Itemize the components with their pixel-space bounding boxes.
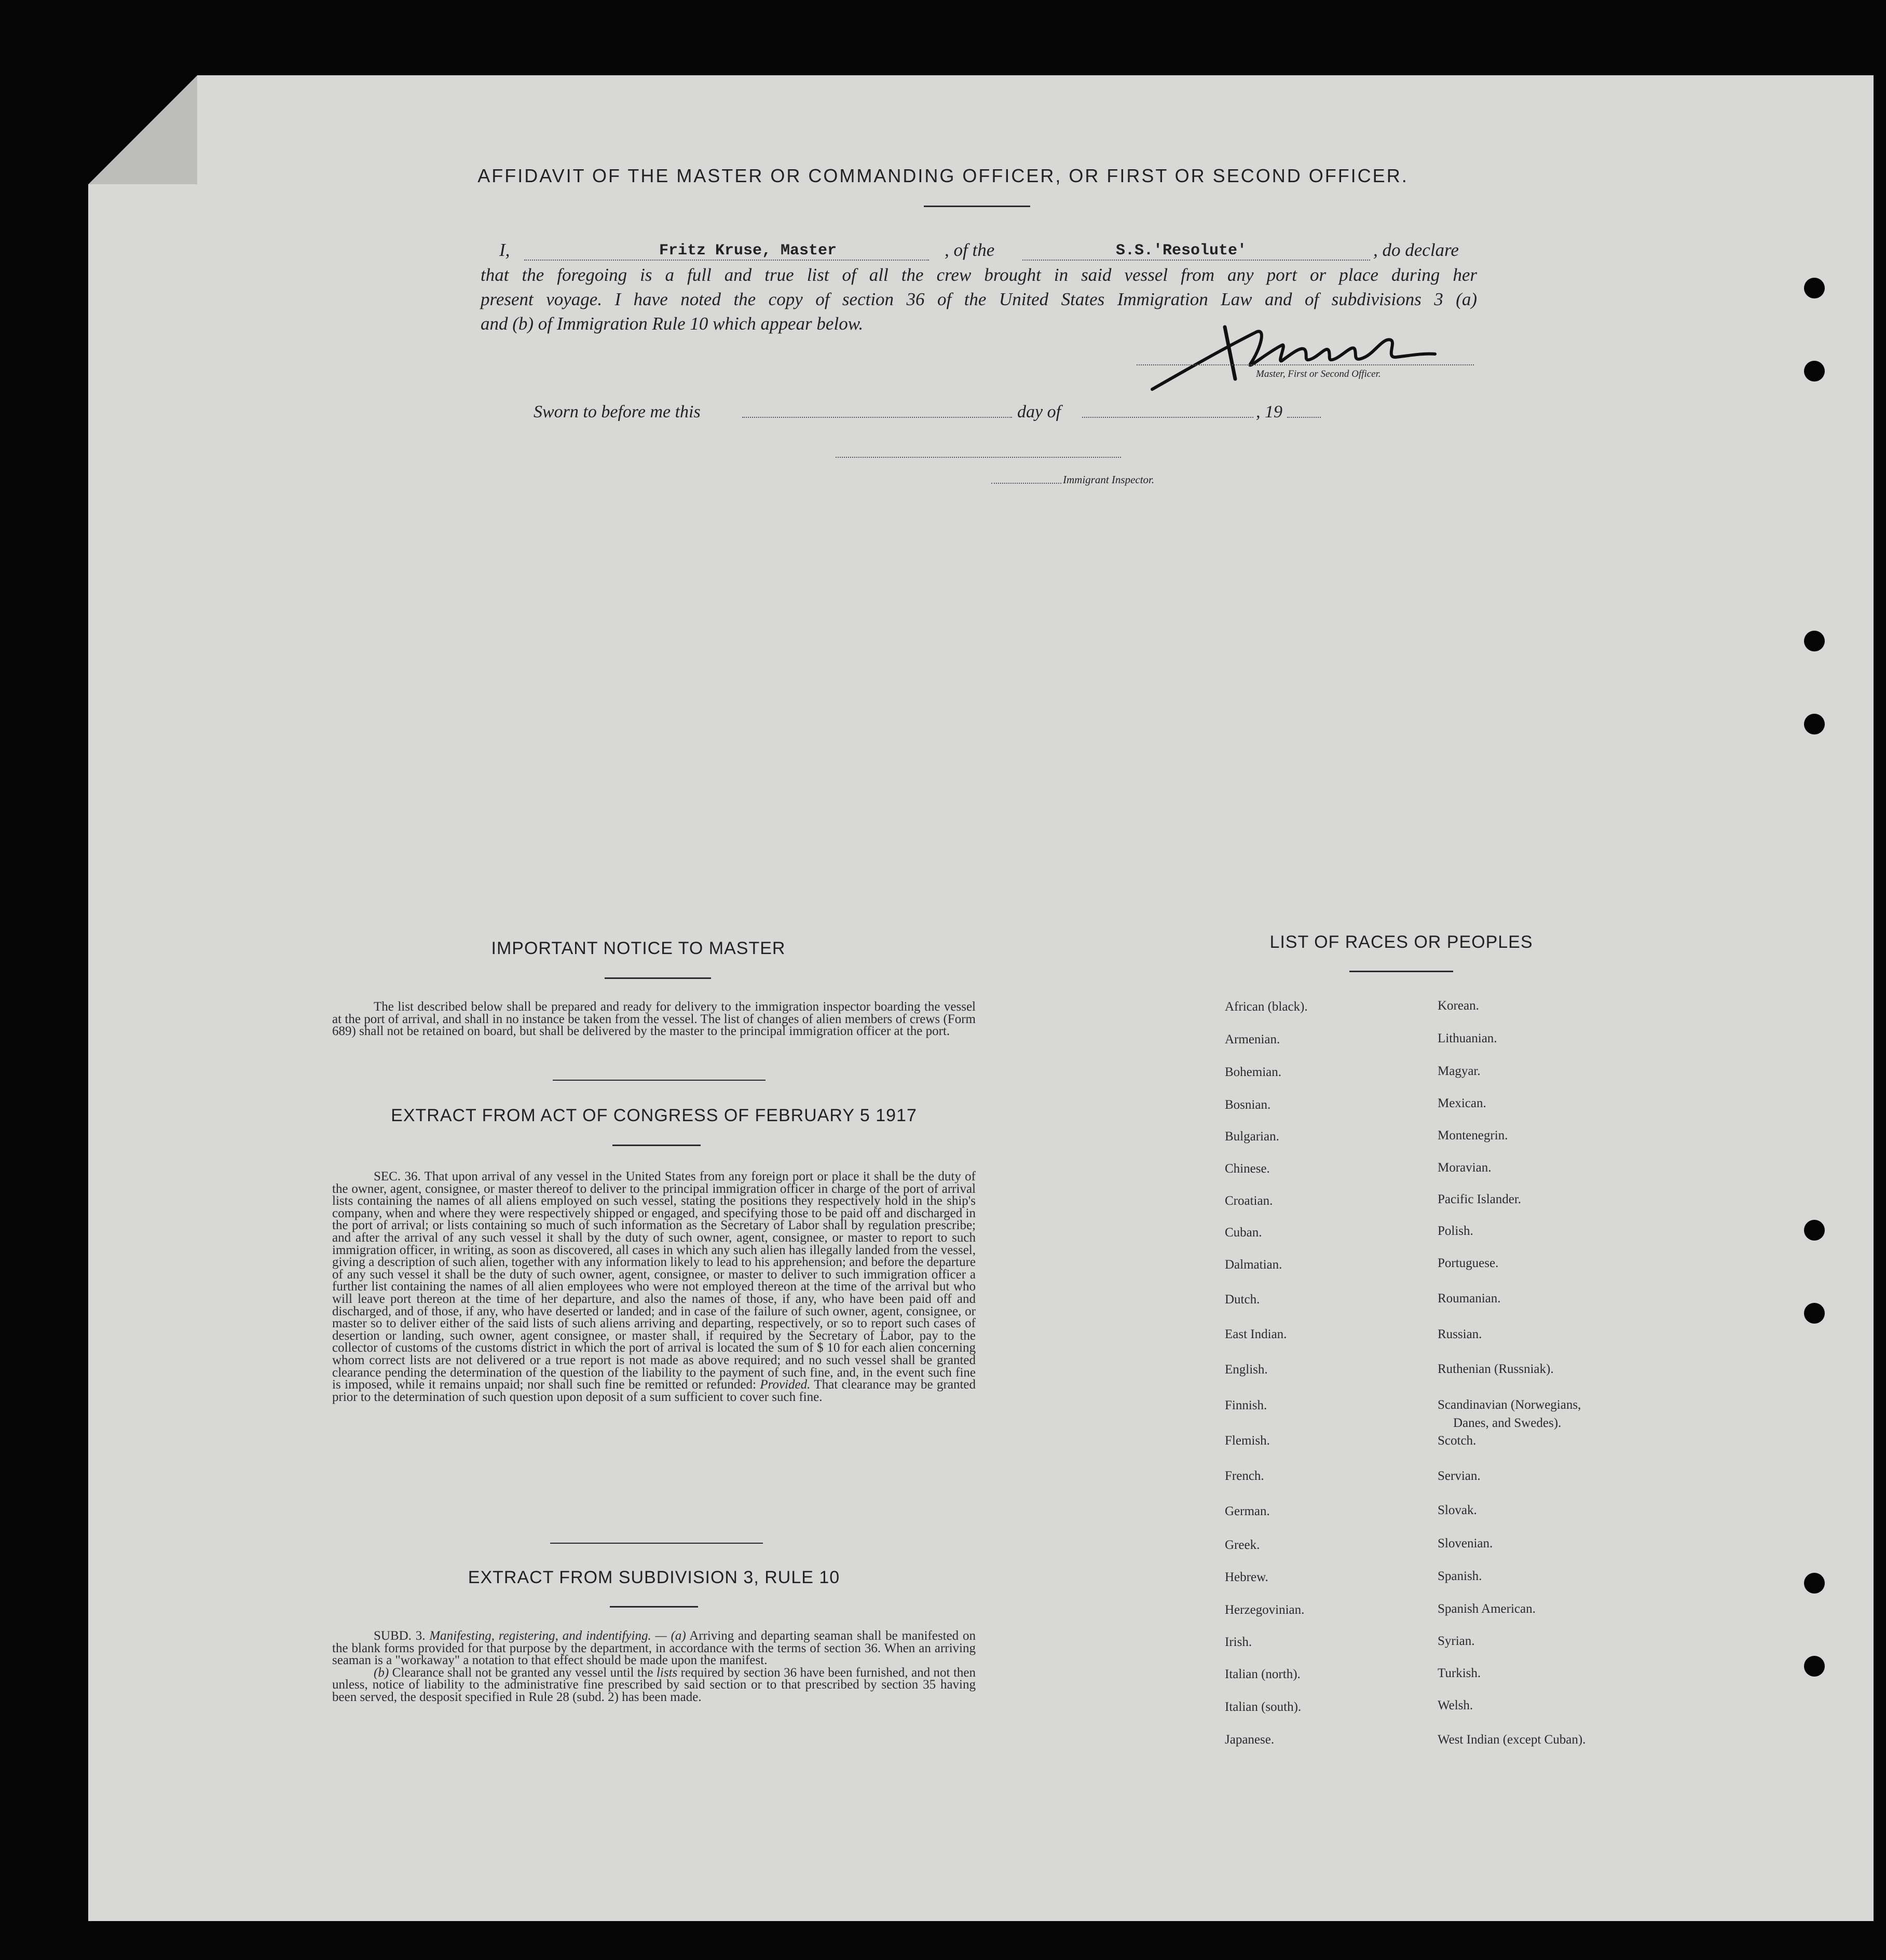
races-title-underline <box>1349 971 1453 972</box>
race-item: Greek. <box>1225 1538 1260 1552</box>
race-item: Bulgarian. <box>1225 1129 1279 1144</box>
sworn-day-line <box>742 417 1012 418</box>
rule-extract-underline <box>610 1606 698 1608</box>
race-item: Finnish. <box>1225 1398 1267 1412</box>
act-extract-paragraph-end: That clearance may be granted prior to the determination of such question upon deposit of a sum sufficient to cover such fine. <box>332 1378 976 1404</box>
race-item: Chinese. <box>1225 1162 1270 1176</box>
race-item: West Indian (except Cuban). <box>1438 1733 1586 1747</box>
race-item: Portuguese. <box>1438 1256 1499 1270</box>
race-item: Bohemian. <box>1225 1065 1282 1079</box>
notice-title: IMPORTANT NOTICE TO MASTER <box>491 938 786 958</box>
race-item: Moravian. <box>1438 1161 1492 1175</box>
race-item: Korean. <box>1438 999 1479 1013</box>
punch-hole-icon <box>1804 1303 1825 1324</box>
act-extract-text <box>332 1170 976 1403</box>
subd-paragraph-a: Arriving and departing seaman shall be manifested on the blank forms provided for that purpose by the department, in accordance with the terms of section 36. When an arriving seaman is a "workaway" a notation to that effect should be made upon the manifest. <box>332 1629 976 1668</box>
race-item: Servian. <box>1438 1469 1481 1483</box>
act-extract-underline <box>612 1145 701 1146</box>
race-item: German. <box>1225 1504 1270 1518</box>
race-item: English. <box>1225 1363 1268 1377</box>
punch-hole-icon <box>1804 714 1825 734</box>
act-extract-divider <box>550 1543 763 1544</box>
act-extract-title: EXTRACT FROM ACT OF CONGRESS OF FEBRUARY 5 1917 <box>391 1106 917 1125</box>
race-item: Spanish American. <box>1438 1602 1536 1616</box>
race-item: Flemish. <box>1225 1434 1270 1448</box>
provided-word: Provided. <box>760 1378 811 1392</box>
race-item: Hebrew. <box>1225 1570 1268 1584</box>
notice-title-underline <box>605 977 711 979</box>
race-item: Roumanian. <box>1438 1291 1501 1305</box>
race-item: Bosnian. <box>1225 1098 1271 1112</box>
sworn-label: Sworn to before me this <box>534 402 701 421</box>
punch-hole-icon <box>1804 1573 1825 1594</box>
race-item: Herzegovinian. <box>1225 1603 1305 1617</box>
master-name-field: Fritz Kruse, Master <box>659 242 837 260</box>
vessel-name-line <box>1022 260 1370 261</box>
signature-caption: Master, First or Second Officer. <box>1256 369 1381 379</box>
races-title: LIST OF RACES OR PEOPLES <box>1269 932 1533 952</box>
race-item: Polish. <box>1438 1224 1473 1238</box>
race-item: Lithuanian. <box>1438 1031 1497 1045</box>
year-line <box>1287 417 1321 418</box>
race-item: Russian. <box>1438 1327 1482 1341</box>
race-item: French. <box>1225 1469 1264 1483</box>
declaration-line: and (b) of Immigration Rule 10 which appear below. <box>481 314 864 334</box>
race-item: Magyar. <box>1438 1064 1481 1078</box>
lists-word: lists <box>656 1665 678 1680</box>
race-item: Scotch. <box>1438 1434 1477 1448</box>
inspector-signature-line <box>836 457 1121 458</box>
month-line <box>1082 417 1253 418</box>
race-item: Dutch. <box>1225 1292 1260 1306</box>
punch-hole-icon <box>1804 278 1825 298</box>
race-item: Spanish. <box>1438 1569 1482 1583</box>
punch-hole-icon <box>1804 1656 1825 1677</box>
race-item: Ruthenian (Russniak). <box>1438 1362 1554 1376</box>
subd-label: SUBD. 3. <box>374 1629 426 1643</box>
declarant-label: I, <box>499 240 510 260</box>
punch-hole-icon <box>1804 361 1825 382</box>
race-item: Croatian. <box>1225 1194 1273 1208</box>
race-item: African (black). <box>1225 1000 1308 1014</box>
year-label: , 19 <box>1256 402 1282 421</box>
title-underline <box>924 206 1030 207</box>
master-name-line <box>524 260 929 261</box>
race-item: Welsh. <box>1438 1698 1473 1712</box>
punch-hole-icon <box>1804 631 1825 651</box>
notice-divider <box>553 1080 766 1081</box>
signature-icon <box>1147 317 1438 394</box>
signature-line <box>1137 364 1474 365</box>
affidavit-title: AFFIDAVIT OF THE MASTER OR COMMANDING OFFICER, OR FIRST OR SECOND OFFICER. <box>477 165 1409 186</box>
race-item: Turkish. <box>1438 1666 1481 1680</box>
rule-extract-text <box>332 1630 976 1704</box>
of-the-label: , of the <box>945 240 995 260</box>
race-item: Irish. <box>1225 1635 1252 1649</box>
do-declare-label: , do declare <box>1373 240 1459 260</box>
race-item: Scandinavian (Norwegians, <box>1438 1398 1581 1412</box>
race-item: Cuban. <box>1225 1226 1262 1240</box>
race-item: Syrian. <box>1438 1634 1475 1648</box>
notice-paragraph: The list described below shall be prepared and ready for delivery to the immigration inspector boarding the vessel at the port of arrival, and shall in no instance be taken from the vessel. The list of changes of alien members of crews (Form 689) shall not be retained on board, but shall be delivered by the master to the principal immigration officer at the port. <box>332 1000 976 1039</box>
race-item: Italian (north). <box>1225 1667 1301 1681</box>
act-extract-paragraph: SEC. 36. That upon arrival of any vessel in the United States from any foreign port or place it shall be the duty of the owner, agent, consignee, or master thereof to deliver to the principal immigration officer in charge of the port of arrival lists containing the names of all aliens employed on such vessel, stating the positions they respectively hold in the ship's company, when and where they were respectively shipped or engaged, and specifying those to be paid off and discharged in the port of arrival; or lists containing so much of such information as the Secretary of Labor shall by regulation prescribe; and after the arrival of any such vessel it shall by the duty of such owner, agent, consignee, or master to report to such immigration officer, in writing, as soon as discovered, all cases in which any such alien has illegally landed from the vessel, giving a description of such alien, together with any information likely to lead to his apprehension; and before the departure of any such vessel it shall be the duty of such owner, agent, consignee, or master to deliver to such immigration officer a further list containing the names of all alien employees who were not employed thereon at the time of the arrival but who will leave port thereon at the time of her departure, and also the names of those, if any, who have been paid off and discharged, and of those, if any, who have deserted or landed; and in case of the failure of such owner, agent, consignee, or master so to deliver either of the said lists of such aliens arriving and departing, respectively, or so to report such cases of desertion or landing, such owner, agent consignee, or master shall, if required by the Secretary of Labor, pay to the collector of customs of the customs district in which the port of arrival is located the sum of $ 10 for each alien concerning whom correct lists are not delivered or a true report is not made as above required; and no such vessel shall be granted clearance pending the determination of the question of the liability to the payment of such fine, and, in the event such fine is imposed, while it remains unpaid; nor shall such fine be remitted or refunded: <box>332 1169 976 1392</box>
race-item: Slovenian. <box>1438 1536 1493 1550</box>
notice-text <box>332 1001 976 1038</box>
race-item: Mexican. <box>1438 1096 1486 1110</box>
race-item: Italian (south). <box>1225 1700 1302 1714</box>
race-item: Danes, and Swedes). <box>1453 1416 1562 1430</box>
subd-b-label: (b) <box>374 1665 389 1680</box>
inspector-caption-line <box>991 483 1061 484</box>
declaration-line: that the foregoing is a full and true list of all the crew brought in said vessel from any port or place during her <box>481 265 1477 285</box>
day-of-label: day of <box>1017 402 1061 421</box>
race-item: Japanese. <box>1225 1733 1275 1747</box>
race-item: Armenian. <box>1225 1032 1280 1046</box>
race-item: Montenegrin. <box>1438 1128 1508 1142</box>
subd-paragraph-b-2: required by section 36 have been furnished, and not then unless, notice of liability to the administrative fine prescribed by said section or to that prescribed by section 35 having been served, the desposit specified in Rule 28 (subd. 2) has been made. <box>332 1665 976 1704</box>
declaration-line: present voyage. I have noted the copy of section 36 of the United States Immigration Law and of subdivisions 3 (a) <box>481 289 1477 309</box>
rule-extract-title: EXTRACT FROM SUBDIVISION 3, RULE 10 <box>468 1568 840 1587</box>
inspector-caption: Immigrant Inspector. <box>1063 473 1155 486</box>
race-item: East Indian. <box>1225 1327 1287 1341</box>
punch-hole-icon <box>1804 1220 1825 1241</box>
race-item: Slovak. <box>1438 1503 1477 1517</box>
race-item: Pacific Islander. <box>1438 1192 1522 1206</box>
race-item: Dalmatian. <box>1225 1258 1282 1272</box>
subd-heading: Manifesting, registering, and indentifying. — (a) <box>429 1629 686 1643</box>
subd-paragraph-b-1: Clearance shall not be granted any vessel until the <box>392 1665 653 1680</box>
vessel-name-field: S.S.'Resolute' <box>1116 242 1247 260</box>
